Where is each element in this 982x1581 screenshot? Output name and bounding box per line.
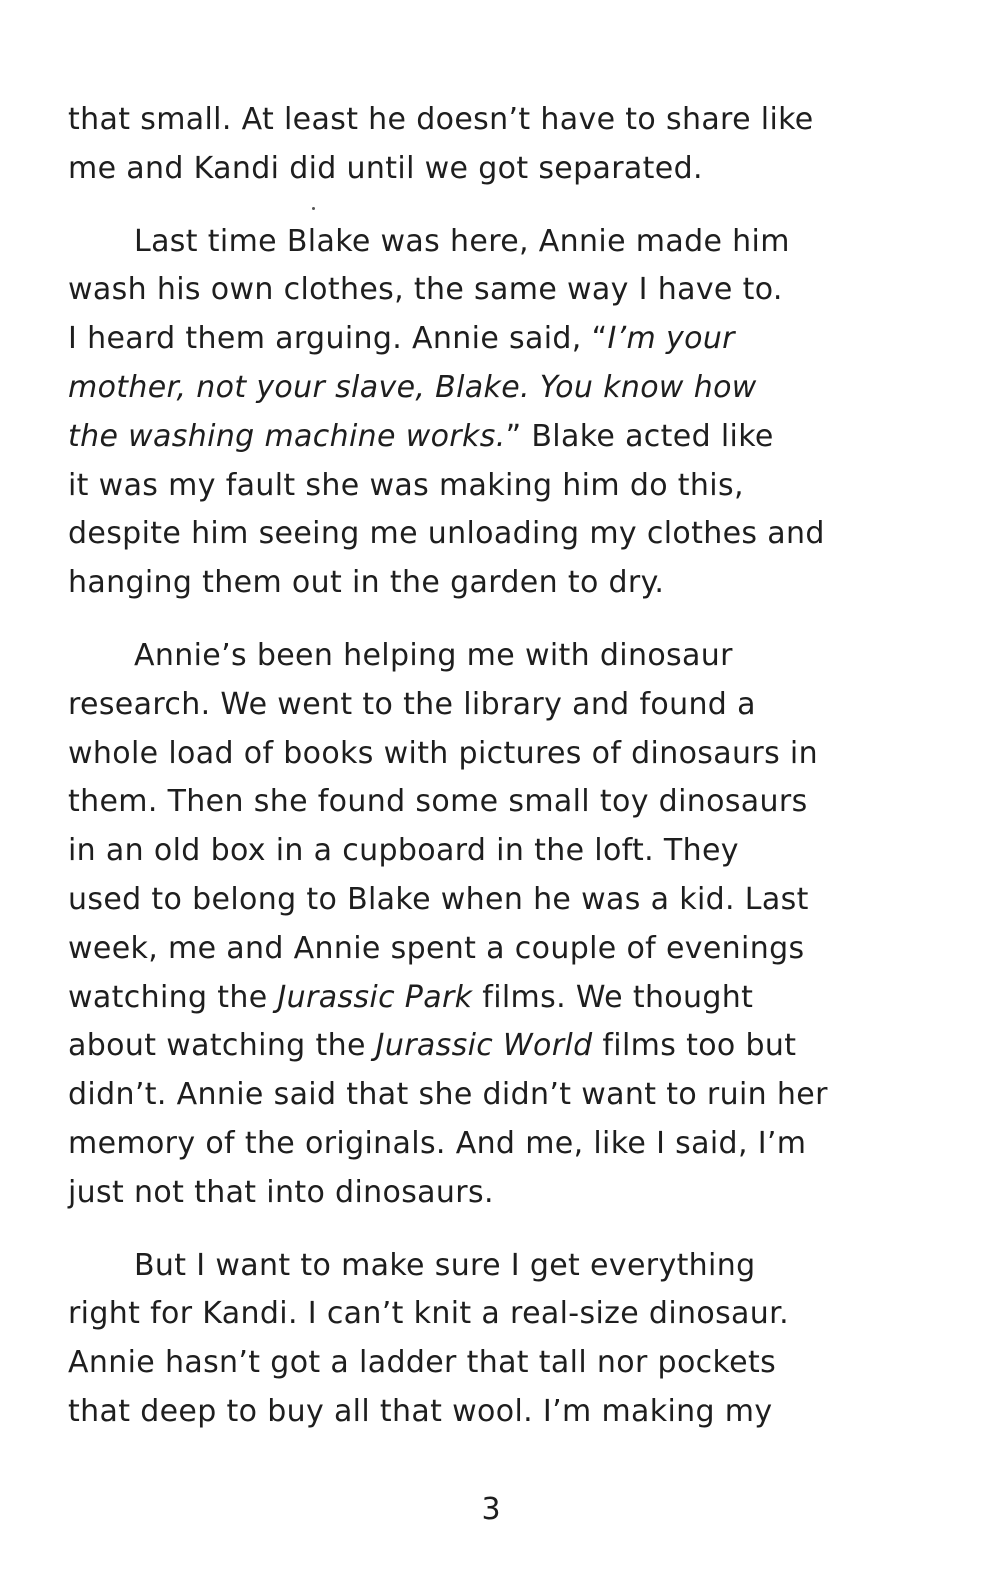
text-run: it was my fault she was making him do this, xyxy=(68,467,744,503)
paragraph xyxy=(68,96,928,194)
text-line xyxy=(68,413,928,462)
text-run: ” Blake acted like xyxy=(505,418,774,454)
text-line xyxy=(68,315,928,364)
text-run: in an old box in a cupboard in the loft. They xyxy=(68,833,739,869)
text-line xyxy=(68,1242,928,1291)
text-line xyxy=(68,876,928,925)
text-line xyxy=(68,681,928,730)
text-line xyxy=(68,1071,928,1120)
text-line xyxy=(68,218,928,267)
text-line xyxy=(68,510,928,559)
text-line xyxy=(68,462,928,511)
text-line xyxy=(68,266,928,315)
text-run: week, me and Annie spent a couple of evenings xyxy=(68,930,805,966)
text-run: research. We went to the library and found a xyxy=(68,686,756,722)
text-line xyxy=(68,1169,928,1218)
text-line xyxy=(68,925,928,974)
text-run: whole load of books with pictures of dinosaurs in xyxy=(68,735,818,771)
paragraph xyxy=(68,1242,928,1437)
text-line xyxy=(68,96,928,145)
text-run: just not that into dinosaurs. xyxy=(68,1174,494,1210)
text-line xyxy=(68,730,928,779)
text-run: Annie hasn’t got a ladder that tall nor pockets xyxy=(68,1345,777,1381)
text-line xyxy=(68,827,928,876)
text-run: me and Kandi did until we got separated. xyxy=(68,150,703,186)
text-line xyxy=(68,1290,928,1339)
text-run: wash his own clothes, the same way I have to. xyxy=(68,272,783,308)
text-run: Last time Blake was here, Annie made him xyxy=(134,223,790,259)
text-run: that small. At least he doesn’t have to share like xyxy=(68,102,814,137)
body-text xyxy=(68,96,928,1461)
text-run: films. We thought xyxy=(472,979,754,1015)
text-run: despite him seeing me unloading my clothes and xyxy=(68,516,825,552)
text-run: But I want to make sure I get everything xyxy=(134,1247,756,1283)
text-run: hanging them out in the garden to dry. xyxy=(68,565,665,601)
text-line xyxy=(68,1388,928,1437)
paragraph xyxy=(68,218,928,608)
text-line xyxy=(68,632,928,681)
text-run: watching the xyxy=(68,979,278,1015)
text-run: right for Kandi. I can’t knit a real-size dinosaur. xyxy=(68,1296,789,1332)
text-run: Annie’s been helping me with dinosaur xyxy=(134,637,733,673)
text-run: used to belong to Blake when he was a kid. Last xyxy=(68,881,809,917)
italic-text: mother, not your slave, Blake. You know how xyxy=(68,369,757,405)
text-line xyxy=(68,1120,928,1169)
text-run: didn’t. Annie said that she didn’t want to ruin her xyxy=(68,1077,828,1113)
italic-text: I’m your xyxy=(607,321,735,357)
italic-text: Jurassic World xyxy=(375,1028,593,1064)
italic-text: Jurassic Park xyxy=(277,979,473,1015)
italic-text: the washing machine works. xyxy=(68,418,506,454)
paragraph xyxy=(68,632,928,1218)
text-run: films too but xyxy=(592,1028,797,1064)
text-run: that deep to buy all that wool. I’m making my xyxy=(68,1393,773,1429)
text-line xyxy=(68,145,928,194)
text-run: memory of the originals. And me, like I said, I’m xyxy=(68,1125,807,1161)
text-line xyxy=(68,778,928,827)
stray-dot xyxy=(312,207,315,210)
text-line xyxy=(68,1022,928,1071)
text-line xyxy=(68,364,928,413)
page-number: 3 xyxy=(481,1492,501,1527)
text-line xyxy=(68,974,928,1023)
text-run: them. Then she found some small toy dinosaurs xyxy=(68,784,808,820)
text-line xyxy=(68,559,928,608)
text-run: I heard them arguing. Annie said, “ xyxy=(68,321,608,357)
text-line xyxy=(68,1339,928,1388)
text-run: about watching the xyxy=(68,1028,376,1064)
